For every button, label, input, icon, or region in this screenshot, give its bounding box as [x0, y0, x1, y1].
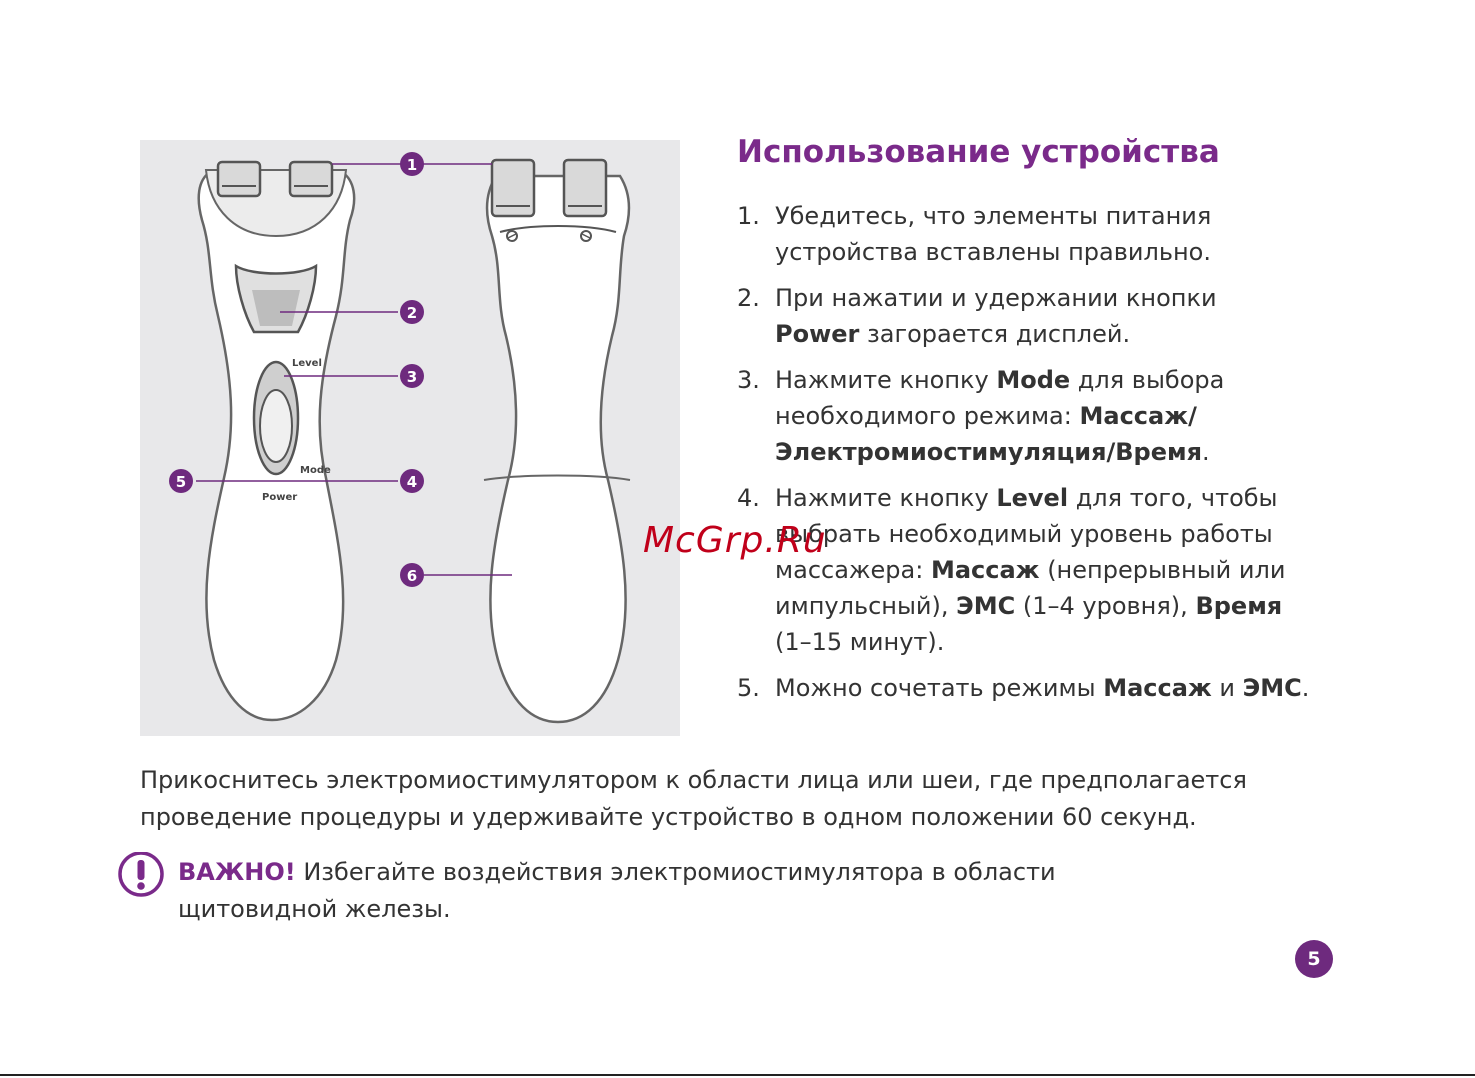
callout-3 — [400, 364, 424, 388]
svg-text:4: 4 — [406, 473, 418, 491]
step-text: При нажатии и удержании кнопки — [775, 284, 1217, 312]
bottom-divider — [0, 1074, 1475, 1076]
device-figure — [140, 140, 680, 736]
step-emphasis: Массаж — [1103, 674, 1212, 702]
paragraph-line: Прикоснитесь электромиостимулятором к области лица или шеи, где предполагается — [140, 766, 1247, 794]
callout-4 — [400, 469, 424, 493]
step-emphasis: Массаж/ — [1079, 402, 1197, 430]
front-roller-left — [218, 162, 260, 196]
step-emphasis: Электромиостимуляция/Время — [775, 438, 1203, 466]
step-text: Нажмите кнопку — [775, 484, 997, 512]
exclamation-circle-icon — [116, 852, 166, 902]
front-roller-right — [290, 162, 332, 196]
back-device-body — [487, 176, 629, 722]
back-roller-left — [492, 160, 534, 216]
step-emphasis: Mode — [996, 366, 1071, 394]
list-item — [737, 670, 1337, 706]
step-text: для выбора — [1070, 366, 1225, 394]
step-text: устройства вставлены правильно. — [775, 238, 1211, 266]
step-number: 4. — [737, 484, 760, 512]
instruction-list — [737, 198, 1337, 716]
step-number: 2. — [737, 284, 760, 312]
step-text: массажера: — [775, 556, 931, 584]
page-title: Использование устройства — [737, 134, 1220, 170]
callout-2 — [400, 300, 424, 324]
step-emphasis: Массаж — [930, 556, 1040, 584]
svg-text:5: 5 — [175, 473, 187, 491]
level-label: Level — [292, 358, 322, 369]
step-emphasis: ЭМС — [1242, 674, 1302, 702]
step-text: (непрерывный или — [1039, 556, 1286, 584]
list-item — [737, 362, 1337, 470]
step-number: 3. — [737, 366, 760, 394]
callout-6 — [400, 563, 424, 587]
svg-text:6: 6 — [406, 567, 418, 585]
important-message: щитовидной железы. — [178, 895, 451, 923]
step-text: Можно сочетать режимы — [775, 674, 1104, 702]
mode-label: Mode — [300, 465, 331, 476]
step-emphasis: Время — [1195, 592, 1283, 620]
callout-5 — [169, 469, 193, 493]
important-message: Избегайте воздействия электромиостимулятора в области — [295, 858, 1056, 886]
control-button-inner — [260, 390, 292, 462]
step-text: для того, чтобы — [1068, 484, 1278, 512]
list-item — [737, 198, 1337, 270]
step-text: импульсный), — [775, 592, 957, 620]
svg-text:2: 2 — [406, 304, 418, 322]
step-text: загорается дисплей. — [859, 320, 1131, 348]
step-text: необходимого режима: — [775, 402, 1080, 430]
list-item — [737, 280, 1337, 352]
step-text: (1–15 минут). — [775, 628, 945, 656]
power-label: Power — [262, 492, 298, 503]
step-number: 5. — [737, 674, 760, 702]
list-item — [737, 480, 1337, 660]
paragraph-line: проведение процедуры и удерживайте устройство в одном положении 60 секунд. — [140, 803, 1197, 831]
svg-text:3: 3 — [406, 368, 418, 386]
important-label: ВАЖНО! — [178, 858, 296, 886]
important-text — [178, 854, 1178, 928]
step-emphasis: Level — [996, 484, 1069, 512]
step-text: . — [1301, 674, 1310, 702]
step-text: Нажмите кнопку — [775, 366, 997, 394]
step-text: выбрать необходимый уровень работы — [775, 520, 1273, 548]
step-text: (1–4 уровня), — [1015, 592, 1196, 620]
device-illustration — [140, 140, 680, 736]
step-number: 1. — [737, 202, 760, 230]
step-emphasis: Power — [775, 320, 860, 348]
step-text: и — [1211, 674, 1243, 702]
callout-1 — [400, 152, 424, 176]
svg-text:1: 1 — [406, 156, 418, 174]
instruction-paragraph — [140, 762, 1340, 836]
watermark: McGrp.Ru — [643, 520, 827, 561]
page-number-badge: 5 — [1295, 940, 1333, 978]
step-emphasis: ЭМС — [956, 592, 1016, 620]
step-text: . — [1202, 438, 1210, 466]
back-roller-right — [564, 160, 606, 216]
step-text: Убедитесь, что элементы питания — [775, 202, 1212, 230]
